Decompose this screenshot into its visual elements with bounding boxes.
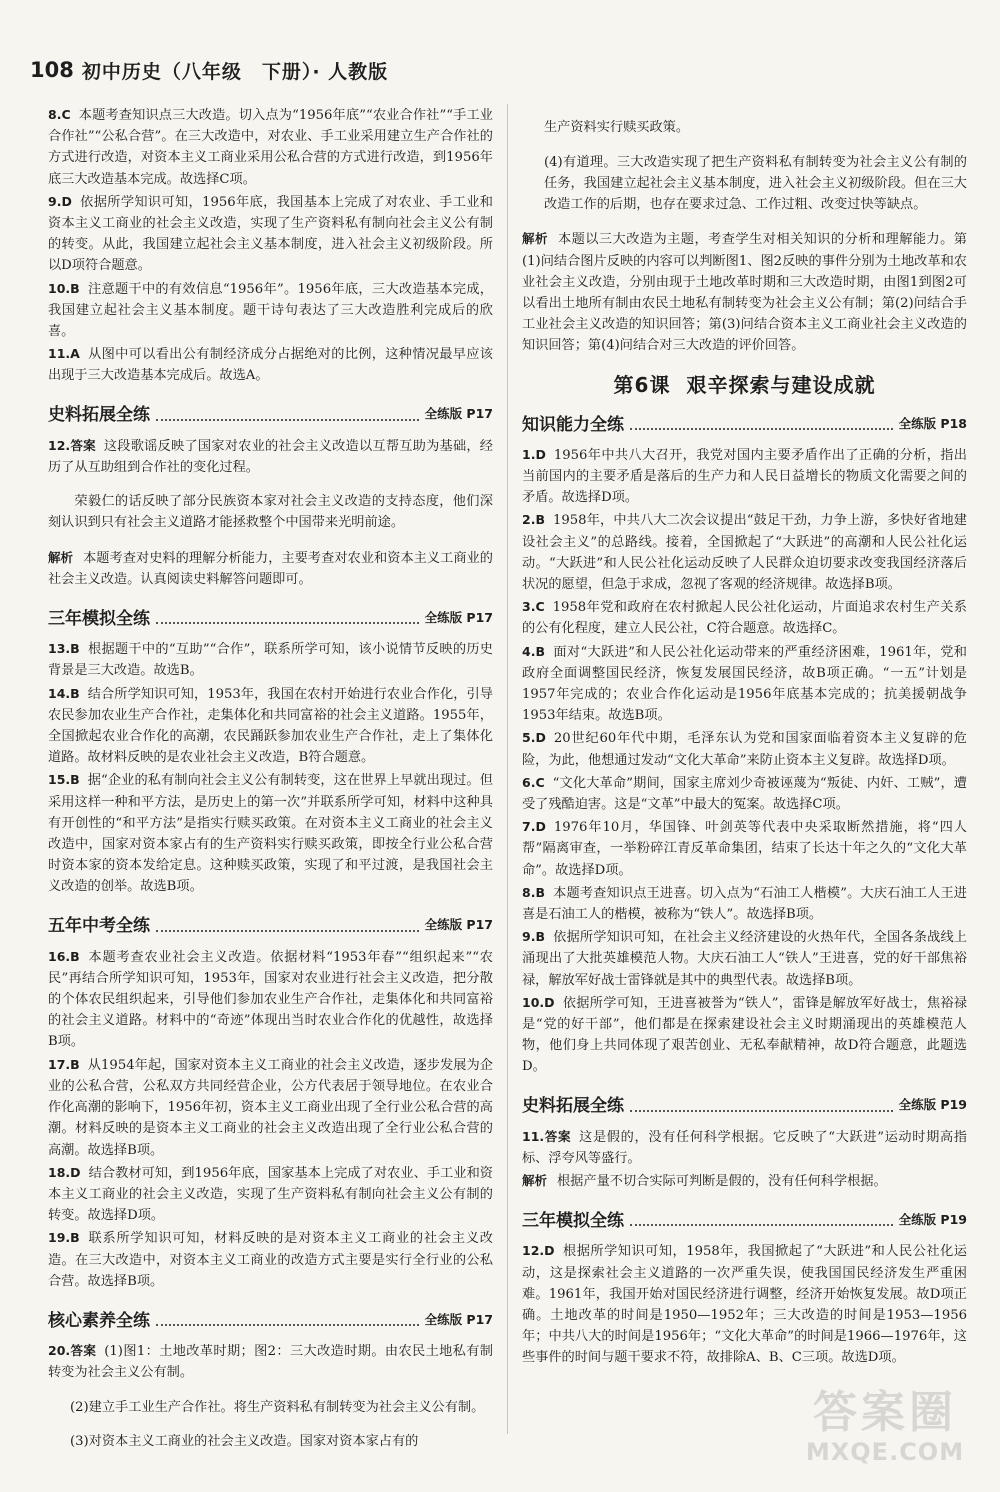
section-page-ref: 全练版 P19 xyxy=(898,1212,967,1228)
section-heading xyxy=(48,1304,493,1332)
answer-number: 15.B xyxy=(48,772,80,788)
answer-number: 5.D xyxy=(522,730,546,746)
explanation-text: 根据产量不切合实际可判断是假的，没有任何科学根据。 xyxy=(557,1174,887,1190)
answer-text: 20世纪60年代中期，毛泽东认为党和国家面临着资本主义复辟的危险，为此，他想通过发动“文化大革命”来防止资本主义复辟。故选择D项。 xyxy=(522,731,967,768)
answer-text: 联系所学知识可知，材料反映的是对资本主义工商业的社会主义改造。在三大改造中，对资本主义工商业的改造方式主要是实行全行业的公私合营。故选择B项。 xyxy=(48,1231,493,1289)
answer-item xyxy=(522,882,967,925)
answer-item xyxy=(522,816,967,881)
column-divider xyxy=(507,104,508,1434)
answer-number: 19.B xyxy=(48,1230,80,1246)
explanation xyxy=(522,1170,967,1192)
answer-text: 依据所学知识可知，在社会主义经济建设的火热年代，全国各条战线上涌现出了大批英雄模范人物。大庆石油工人“铁人”王进喜，党的好干部焦裕禄，解放军好战士雷锋就是其中的典型代表。故选择B项。 xyxy=(522,930,967,988)
answer-text: 这段歌谣反映了国家对农业的社会主义改造以互帮互助为基础，经历了从互助组到合作社的变化过程。 xyxy=(48,438,493,475)
section-page-ref: 全练版 P17 xyxy=(424,406,493,422)
answer-text: 面对“大跃进”和人民公社化运动带来的严重经济困难，1961年，党和政府全面调整国民经济，恢复发展国民经济，故B项正确。“一五”计划是1957年完成的；农业合作化运动是1956年底基本完成的；抗美援朝战争1953年结束。故选B项。 xyxy=(522,644,967,724)
dotted-leader xyxy=(156,419,419,421)
answer-text: 根据所学知识可知，1958年，我国掀起了“大跃进”和人民公社化运动，这是探索社会主义道路的一次严重失误，使我国国民经济发生严重困难。1961年，我国开始对国民经济进行调整，经济开始恢复发展。故D项正确。土地改革的时间是1950—1952年；三大改造的时间是1953—1956年；中共八大的时间是1956年；“文化大革命”的时间是1966—1976年，这些事件的时间与题干要求不符，故排除A、B、C三项。故选D项。 xyxy=(522,1244,967,1366)
answer-item xyxy=(522,509,967,595)
lesson-name: 艰辛探索与建设成就 xyxy=(686,372,876,397)
answer-list-a xyxy=(48,104,493,387)
answer-item xyxy=(48,1227,493,1292)
answer-text: 1958年党和政府在农村掀起人民公社化运动，片面追求农村生产关系的公有化程度，建立人民公社，C符合题意。故选择C。 xyxy=(522,600,967,637)
answer-number: 20.答案 xyxy=(48,1342,97,1358)
section-page-ref: 全练版 P17 xyxy=(424,917,493,933)
section-heading xyxy=(48,602,493,630)
answer-number: 12.答案 xyxy=(48,437,96,453)
answer-subpart: (3)对资本主义工商业的社会主义改造。国家对资本家占有的 xyxy=(70,1433,419,1449)
answer-text: 本题考查农业社会主义改造。依据材料“1953年春”“组织起来”“农民”再结合所学知识可知，1953年，国家对农业进行社会主义改造，把分散的个体农民组织起来，引导他们参加农业生产合作社，走集体化和共同富裕的社会主义道路。材料中的“奇迹”体现出当时农业合作化的优越性，故选择B项。 xyxy=(48,949,493,1050)
answer-item xyxy=(48,435,493,478)
answer-number: 10.B xyxy=(48,280,80,296)
answer-text: 1976年10月，华国锋、叶剑英等代表中央采取断然措施，将“四人帮”隔离审查，一举粉碎江青反革命集团，结束了长达十年之久的“文化大革命”。故选择D项。 xyxy=(522,820,967,878)
explanation-label: 解析 xyxy=(522,231,548,247)
explanation-text: 本题以三大改造为主题，考查学生对相关知识的分析和理解能力。第(1)问结合图片反映的内容可以判断图1、图2反映的事件分别为土地改革和农业社会主义改造，分别由现于土地改革时期和三大改造时期，由图1到图2可以看出土地所有制由农民土地私有制转变为社会主义公有制；第(2)问结合手工业社会主义改造的知识回答；第(3)问结合资本主义工商业社会主义改造的知识回答；第(4)问结合对三大改造的评价回答。 xyxy=(522,232,967,354)
answer-item xyxy=(48,1340,493,1383)
answer-number: 8.B xyxy=(522,884,545,900)
answer-item xyxy=(522,772,967,815)
answer-text: 1956年中共八大召开，我党对国内主要矛盾作出了正确的分析，指出当前国内的主要矛盾是落后的生产力和人民日益增长的物质文化需要之间的矛盾。故选择D项。 xyxy=(522,447,967,506)
explanation-label: 解析 xyxy=(522,1173,548,1189)
answer-text: 本题考查知识点三大改造。切入点为“1956年底”“农业合作社”“手工业合作社”“公私合营”。在三大改造中，对农业、手工业采用建立生产合作社的方式进行改造，对资本主义工商业采用公私合营的方式进行改造，到1956年底三大改造基本完成。故选择C项。 xyxy=(48,108,493,187)
section-page-ref: 全练版 P18 xyxy=(898,415,967,431)
answer-item xyxy=(522,992,967,1078)
answer-text: 从图中可以看出公有制经济成分占据绝对的比例，这种情况最早应该出现于三大改造基本完成后。故选A。 xyxy=(48,347,493,384)
answer-item xyxy=(48,1054,493,1161)
answer-number: 12.D xyxy=(522,1243,555,1259)
answer-text: 结合教材可知，到1956年底，国家基本上完成了对农业、手工业和资本主义工商业的社会主义改造，实现了生产资料私有制向社会主义公有制的转变。故选择D项。 xyxy=(48,1165,493,1224)
page-header xyxy=(30,52,970,88)
answer-item xyxy=(522,926,967,991)
section-heading xyxy=(48,399,493,427)
answer-number: 7.D xyxy=(522,819,546,835)
lesson-number: 第6课 xyxy=(613,372,671,397)
answer-item xyxy=(522,1240,967,1368)
answer-text: 注意题干中的有效信息“1956年”。1956年底，三大改造基本完成，我国建立起社会主义基本制度。题干诗句表达了三大改造胜利完成后的欣喜。 xyxy=(48,281,493,340)
dotted-leader xyxy=(630,1110,893,1112)
section-page-ref: 全练版 P17 xyxy=(424,610,493,626)
answer-number: 13.B xyxy=(48,641,80,657)
answer-item xyxy=(522,641,967,727)
section-heading xyxy=(522,1204,967,1232)
dotted-leader xyxy=(156,1324,419,1326)
section-title: 三年模拟全练 xyxy=(48,609,150,630)
answer-item xyxy=(48,278,493,343)
answer-text: 根据题干中的“互助”“合作”，联系所学可知，该小说情节反映的历史背景是三大改造。故选B。 xyxy=(48,642,493,679)
answer-number: 9.D xyxy=(48,193,72,209)
answer-number: 11.A xyxy=(48,346,80,362)
answer-text: “文化大革命”期间，国家主席刘少奇被诬蔑为“叛徒、内奸、工贼”，遭受了残酷迫害。这是“文革”中最大的冤案。故选择C项。 xyxy=(522,775,967,813)
answer-text: 1958年，中共八大二次会议提出“鼓足干劲，力争上游，多快好省地建设社会主义”的总路线。接着，全国掀起了“大跃进”的高潮和人民公社化运动。“大跃进”和人民公社化运动反映了人民群众迫切要求改变我国经济落后状况的愿望，但急于求成，忽视了客观的经济规律。故选择B项。 xyxy=(522,513,967,593)
page-number: 108 xyxy=(30,58,74,82)
section-heading xyxy=(522,1090,967,1118)
section-title: 史料拓展全练 xyxy=(48,405,150,426)
answer-text: 本题考查知识点王进喜。切入点为“石油工人楷模”。大庆石油工人王进喜是石油工人的楷模，被称为“铁人”。故选择B项。 xyxy=(522,885,967,923)
answer-number: 8.C xyxy=(48,107,71,122)
explanation-label: 解析 xyxy=(48,549,74,565)
answer-text: 依据所学可知，王进喜被誉为“铁人”，雷锋是解放军好战士，焦裕禄是“党的好干部”，他们都是在探索建设社会主义时期涌现出的英雄模范人物，他们身上共同体现了艰苦创业、无私奉献精神，故D符合题意，此题选D。 xyxy=(522,995,967,1075)
answer-number: 14.B xyxy=(48,685,80,701)
watermark-url: MXQE.COM xyxy=(805,1438,965,1466)
right-column xyxy=(522,104,967,1472)
answer-item xyxy=(522,727,967,770)
answer-item xyxy=(48,343,493,386)
answer-item xyxy=(522,444,967,509)
section-title: 五年中考全练 xyxy=(48,916,150,937)
dotted-leader xyxy=(630,428,893,430)
answer-number: 16.B xyxy=(48,948,80,964)
answer-number: 1.D xyxy=(522,446,546,462)
answer-text: 据“企业的私有制向社会主义公有制转变，这在世界上早就出现过。但采用这样一种和平方法，是历史上的第一次”并联系所学可知，材料中这种具有开创性的“和平方法”是指实行赎买政策。在对资本主义工商业的社会主义改造中，国家对资本家占有的生产资料实行赎买政策，即按全行业公私合营时资本家的资本发给定息。这种赎买政策，实现了和平过渡，是我国社会主义改造的创举。故选B项。 xyxy=(48,773,493,895)
answer-item xyxy=(48,191,493,277)
answer-item xyxy=(48,769,493,897)
answer-text: 从1954年起，国家对资本主义工商业的社会主义改造，逐步发展为企业的公私合营，公私双方共同经营企业，公方代表居于领导地位。在农业合作化高潮的影响下，1956年初，资本主义工商业出现了全行业公私合营的高潮。材料反映的是资本主义工商业的社会主义改造出现了全行业公私合营的高潮。故选择B项。 xyxy=(48,1057,493,1158)
answer-continuation: 生产资料实行赎买政策。 xyxy=(544,120,690,136)
answer-paragraph: 荣毅仁的话反映了部分民族资本家对社会主义改造的支持态度，他们深刻认识到只有社会主义道路才能拯救整个中国带来光明前途。 xyxy=(48,494,493,531)
answer-text: 依据所学知识可知，1956年底，我国基本上完成了对农业、手工业和资本主义工商业的社会主义改造，实现了生产资料私有制向社会主义公有制的转变。从此，我国建立起社会主义基本制度，进入社会主义初级阶段。所以D项符合题意。 xyxy=(48,194,493,274)
answer-item xyxy=(48,683,493,769)
explanation xyxy=(48,547,493,590)
answer-subpart: (2)建立手工业生产合作社。将生产资料私有制转变为社会主义公有制。 xyxy=(70,1399,485,1415)
section-page-ref: 全练版 P19 xyxy=(898,1097,967,1113)
explanation xyxy=(522,228,967,356)
answer-subpart: (4)有道理。三大改造实现了把生产资料私有制转变为社会主义公有制的任务，我国建立起社会主义基本制度，进入社会主义初级阶段。但在三大改造工作的后期，也存在要求过急、工作过粗、改变过快等缺点。 xyxy=(544,154,967,212)
answer-number: 9.B xyxy=(522,929,545,945)
answer-item xyxy=(48,638,493,681)
answer-text: 结合所学知识可知，1953年，我国在农村开始进行农业合作化，引导农民参加农业生产合作社，走集体化和共同富裕的社会主义道路。1955年，全国掀起农业合作化的高潮，农民踊跃参加农业生产合作社，走上了集体化道路。故材料反映的是农业社会主义改造，B符合题意。 xyxy=(48,686,493,766)
answer-item xyxy=(48,104,493,190)
section-title: 知识能力全练 xyxy=(522,414,624,435)
answer-number: 10.D xyxy=(522,994,555,1010)
lesson-title xyxy=(522,372,967,397)
section-heading xyxy=(48,910,493,938)
dotted-leader xyxy=(156,622,419,624)
answer-number: 18.D xyxy=(48,1164,81,1180)
watermark-logo-text: 答案圈 xyxy=(813,1387,957,1438)
answer-item xyxy=(48,1162,493,1227)
section-page-ref: 全练版 P17 xyxy=(424,1311,493,1327)
dotted-leader xyxy=(156,930,419,932)
answer-item xyxy=(522,596,967,639)
left-column xyxy=(48,104,493,1472)
dotted-leader xyxy=(630,1224,893,1226)
answer-item xyxy=(522,1126,967,1169)
answer-number: 3.C xyxy=(522,599,545,615)
answer-number: 11.答案 xyxy=(522,1128,572,1144)
answer-number: 4.B xyxy=(522,643,545,659)
answer-number: 17.B xyxy=(48,1056,80,1072)
section-title: 三年模拟全练 xyxy=(522,1211,624,1232)
section-title: 核心素养全练 xyxy=(48,1310,150,1331)
explanation-text: 本题考查对史料的理解分析能力，主要考查对农业和资本主义工商业的社会主义改造。认真阅读史料解答问题即可。 xyxy=(48,550,493,588)
book-title: 初中历史（八年级 下册）· 人教版 xyxy=(81,60,389,83)
section-heading xyxy=(522,408,967,436)
section-title: 史料拓展全练 xyxy=(522,1096,624,1117)
site-watermark xyxy=(790,1388,980,1478)
answer-text: (1)图1：土地改革时期；图2：三大改造时期。由农民土地私有制转变为社会主义公有制。 xyxy=(48,1343,493,1381)
answer-number: 2.B xyxy=(522,512,545,528)
answer-item xyxy=(48,946,493,1053)
answer-number: 6.C xyxy=(522,774,545,790)
answer-text: 这是假的，没有任何科学根据。它反映了“大跃进”运动时期高指标、浮夸风等盛行。 xyxy=(522,1129,967,1166)
